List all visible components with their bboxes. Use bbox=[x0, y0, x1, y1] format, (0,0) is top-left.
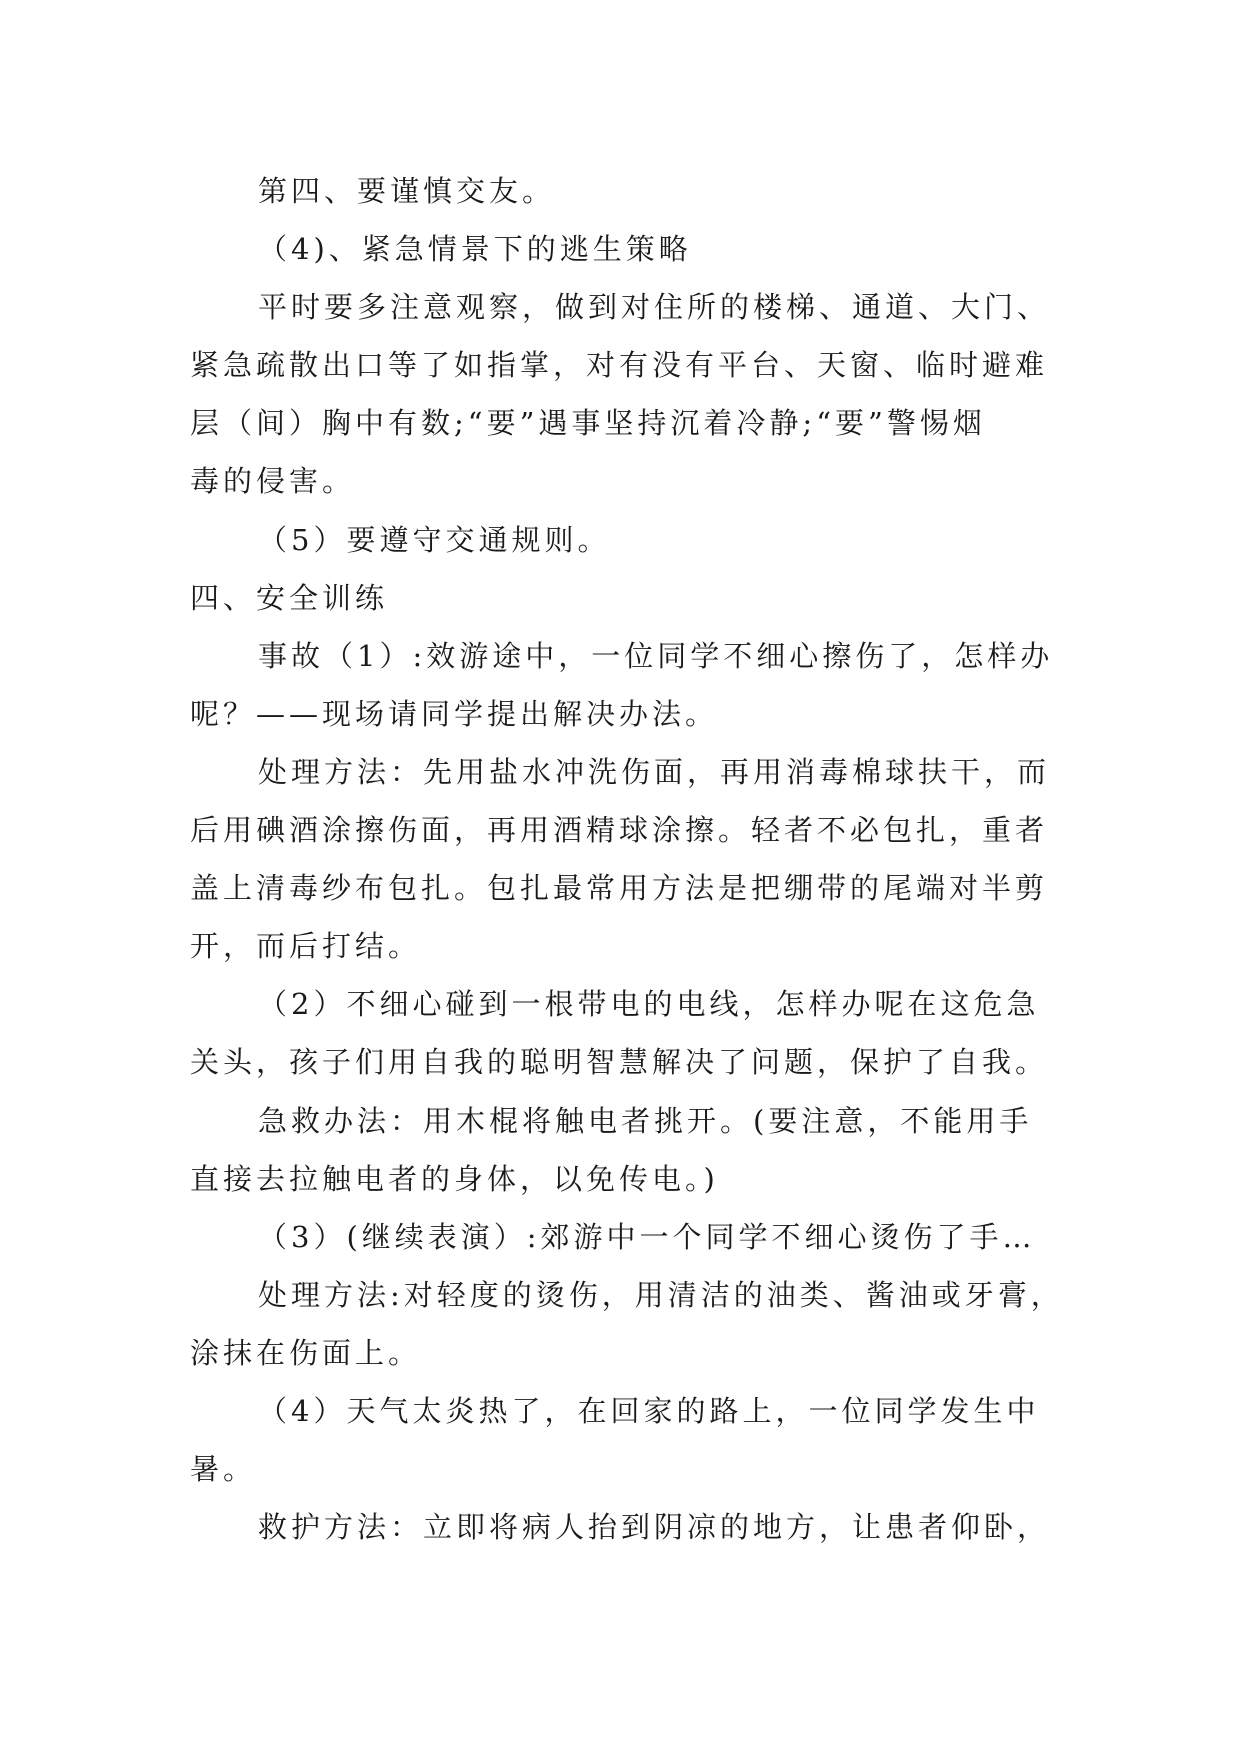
text-line: 开，而后打结。 bbox=[190, 929, 422, 964]
text-line: 暑。 bbox=[190, 1452, 257, 1487]
text-line: 直接去拉触电者的身体，以免传电。) bbox=[190, 1161, 719, 1196]
text-line: 涂抹在伤面上。 bbox=[190, 1335, 422, 1370]
text-line: 救护方法：立即将病人抬到阴凉的地方，让患者仰卧， bbox=[258, 1510, 1051, 1545]
text-line: 四、安全训练 bbox=[190, 580, 389, 615]
text-line: （5）要遵守交通规则。 bbox=[258, 522, 611, 557]
text-line: （4）天气太炎热了，在回家的路上，一位同学发生中 bbox=[258, 1393, 1040, 1428]
text-line: 事故（1）:效游途中，一位同学不细心擦伤了，怎样办 bbox=[258, 638, 1054, 673]
text-line: 急救办法：用木棍将触电者挑开。(要注意，不能用手 bbox=[258, 1103, 1033, 1138]
document-body bbox=[190, 162, 1070, 1556]
text-line: 关头，孩子们用自我的聪明智慧解决了问题，保护了自我。 bbox=[190, 1045, 1049, 1080]
text-line: （2）不细心碰到一根带电的电线，怎样办呢在这危急 bbox=[258, 987, 1040, 1022]
text-line: 处理方法:对轻度的烫伤，用清洁的油类、酱油或牙膏， bbox=[258, 1277, 1064, 1312]
text-line: （4)、紧急情景下的逃生策略 bbox=[258, 232, 692, 267]
text-line: 平时要多注意观察，做到对住所的楼梯、通道、大门、 bbox=[258, 290, 1051, 325]
text-line: 处理方法：先用盐水冲洗伤面，再用消毒棉球扶干，而 bbox=[258, 754, 1051, 789]
text-line: 第四、要谨慎交友。 bbox=[258, 174, 556, 208]
text-line: （3）(继续表演）:郊游中一个同学不细心烫伤了手… bbox=[258, 1219, 1036, 1254]
text-line: 紧急疏散出口等了如指掌，对有没有平台、天窗、临时避难 bbox=[190, 348, 1049, 383]
text-line: 毒的侵害。 bbox=[190, 464, 356, 499]
text-line: 盖上清毒纱布包扎。包扎最常用方法是把绷带的尾端对半剪 bbox=[190, 871, 1049, 906]
text-line: 层（间）胸中有数;“要”遇事坚持沉着冷静;“要”警惕烟 bbox=[190, 406, 986, 441]
text-line: 后用碘酒涂擦伤面，再用酒精球涂擦。轻者不必包扎，重者 bbox=[190, 813, 1049, 848]
text-line: 呢？——现场请同学提出解决办法。 bbox=[190, 696, 719, 731]
